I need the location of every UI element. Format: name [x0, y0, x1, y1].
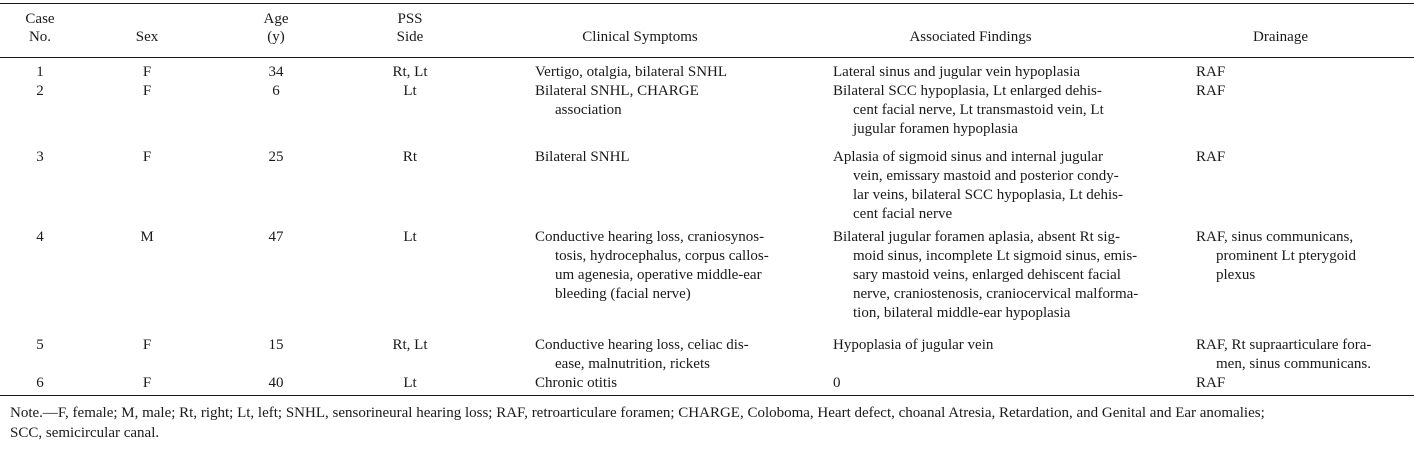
header-findings-line: Associated Findings — [909, 29, 1032, 45]
cell-drainage-line: men, sinus communicans. — [1216, 356, 1371, 372]
cell-case: 1 — [36, 64, 44, 80]
cell-sex: F — [142, 64, 152, 80]
note-line-2: SCC, semicircular canal. — [10, 425, 160, 441]
header-age-line: (y) — [267, 29, 285, 45]
cell-drainage-line: plexus — [1216, 267, 1256, 283]
cell-side: Lt — [403, 83, 417, 99]
cell-clinical-line: Conductive hearing loss, celiac dis- — [535, 337, 749, 353]
cell-side: Lt — [403, 229, 417, 245]
cell-drainage-line: RAF — [1196, 375, 1226, 391]
cell-findings-line: tion, bilateral middle-ear hypoplasia — [853, 305, 1071, 321]
cell-drainage — [1196, 336, 1411, 374]
cell-drainage-line: RAF, Rt supraarticulare fora- — [1196, 337, 1372, 353]
cell-sex: M — [140, 229, 154, 245]
cell-drainage — [1196, 148, 1411, 167]
header-associated-findings — [833, 28, 1108, 46]
cell-findings — [833, 336, 1163, 355]
cell-clinical-line: Chronic otitis — [535, 375, 618, 391]
cell-sex: F — [142, 337, 152, 353]
header-side-line: PSS — [397, 11, 423, 27]
cell-sex: F — [142, 149, 152, 165]
cell-findings — [833, 148, 1163, 224]
header-rule — [0, 57, 1414, 58]
cell-findings-line: Bilateral jugular foramen aplasia, absent Rt sig- — [833, 229, 1120, 245]
cell-findings-line: Lateral sinus and jugular vein hypoplasia — [833, 64, 1081, 80]
cell-clinical — [535, 63, 805, 82]
cell-drainage-line: RAF — [1196, 83, 1226, 99]
cell-findings — [833, 228, 1163, 323]
cell-side: Rt, Lt — [392, 64, 428, 80]
header-clinical-symptoms — [535, 28, 745, 46]
header-pss-side — [365, 10, 455, 46]
header-side-line: Side — [396, 29, 424, 45]
cell-findings-line: cent facial nerve — [853, 206, 953, 222]
cell-clinical — [535, 374, 805, 393]
cell-sex: F — [142, 375, 152, 391]
cell-clinical-line: um agenesia, operative middle-ear — [555, 267, 762, 283]
cell-clinical-line: Bilateral SNHL — [535, 149, 630, 165]
header-age — [236, 10, 316, 46]
cell-age: 15 — [268, 337, 284, 353]
cell-findings-line: jugular foramen hypoplasia — [853, 121, 1018, 137]
cell-findings — [833, 374, 1163, 393]
cell-findings-line: nerve, craniostenosis, craniocervical malforma- — [853, 286, 1139, 302]
cell-findings-line: sary mastoid veins, enlarged dehiscent facial — [853, 267, 1121, 283]
cell-case: 6 — [36, 375, 44, 391]
cell-side: Rt, Lt — [392, 337, 428, 353]
cell-drainage-line: RAF, sinus communicans, — [1196, 229, 1354, 245]
note-line-1: Note.—F, female; M, male; Rt, right; Lt, left; SNHL, sensorineural hearing loss; RAF, retroarticulare foramen; CHARGE, Coloboma, Heart defect, choanal Atresia, Retardation, and Genital and Ear anomalies; — [10, 405, 1265, 421]
cell-drainage-line: RAF — [1196, 64, 1226, 80]
cell-drainage — [1196, 228, 1411, 285]
header-drainage — [1188, 28, 1373, 46]
cell-clinical-line: association — [555, 102, 622, 118]
header-case-line: No. — [28, 29, 52, 45]
cell-clinical — [535, 336, 805, 374]
cell-age: 34 — [268, 64, 284, 80]
cell-findings — [833, 63, 1163, 82]
header-drainage-line: Drainage — [1253, 29, 1308, 45]
cell-clinical — [535, 82, 805, 120]
cell-side: Lt — [403, 375, 417, 391]
cell-drainage — [1196, 374, 1411, 393]
header-age-line: Age — [263, 11, 289, 27]
header-clinical-line: Clinical Symptoms — [582, 29, 698, 45]
cell-findings-line: lar veins, bilateral SCC hypoplasia, Lt dehis- — [853, 187, 1123, 203]
cell-case: 5 — [36, 337, 44, 353]
cell-findings-line: Aplasia of sigmoid sinus and internal jugular — [833, 149, 1103, 165]
cell-clinical — [535, 228, 805, 304]
cell-sex: F — [142, 83, 152, 99]
table-note — [10, 403, 1405, 443]
cell-case: 3 — [36, 149, 44, 165]
cell-clinical-line: tosis, hydrocephalus, corpus callos- — [555, 248, 769, 264]
cell-clinical-line: Bilateral SNHL, CHARGE — [535, 83, 699, 99]
cell-drainage-line: RAF — [1196, 149, 1226, 165]
cell-age: 40 — [268, 375, 284, 391]
cell-side: Rt — [402, 149, 418, 165]
cell-findings-line: Bilateral SCC hypoplasia, Lt enlarged dehis- — [833, 83, 1102, 99]
header-sex — [107, 28, 187, 46]
header-case-line: Case — [25, 11, 55, 27]
cell-findings — [833, 82, 1163, 139]
cell-drainage-line: prominent Lt pterygoid — [1216, 248, 1356, 264]
cell-findings-line: Hypoplasia of jugular vein — [833, 337, 994, 353]
cell-findings-line: moid sinus, incomplete Lt sigmoid sinus, emis- — [853, 248, 1138, 264]
cell-clinical-line: Conductive hearing loss, craniosynos- — [535, 229, 765, 245]
cell-age: 6 — [272, 83, 280, 99]
cell-case: 4 — [36, 229, 44, 245]
header-case-no — [0, 10, 80, 46]
cell-age: 47 — [268, 229, 284, 245]
cell-clinical-line: Vertigo, otalgia, bilateral SNHL — [535, 64, 728, 80]
cell-findings-line: cent facial nerve, Lt transmastoid vein, Lt — [853, 102, 1104, 118]
cell-age: 25 — [268, 149, 284, 165]
cell-findings-line: 0 — [833, 375, 841, 391]
cell-clinical-line: bleeding (facial nerve) — [555, 286, 691, 302]
bottom-rule — [0, 395, 1414, 396]
cell-findings-line: vein, emissary mastoid and posterior condy- — [853, 168, 1119, 184]
cell-drainage — [1196, 63, 1411, 82]
cell-drainage — [1196, 82, 1411, 101]
cell-clinical-line: ease, malnutrition, rickets — [555, 356, 710, 372]
top-rule — [0, 3, 1414, 4]
cell-clinical — [535, 148, 805, 167]
header-sex-line: Sex — [135, 29, 159, 45]
cell-case: 2 — [36, 83, 44, 99]
